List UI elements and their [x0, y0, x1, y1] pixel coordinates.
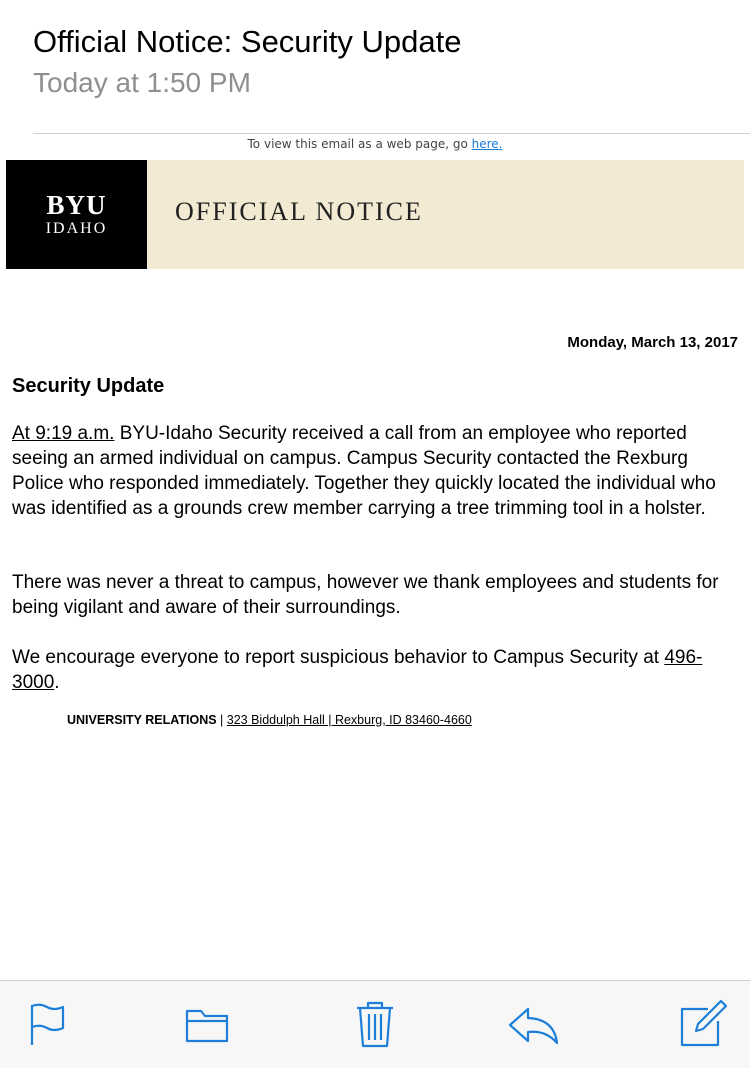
logo-byu-text: BYU	[46, 190, 107, 220]
trash-icon[interactable]	[348, 997, 402, 1051]
paragraph-3-end: .	[54, 672, 60, 693]
email-heading: Security Update	[12, 375, 165, 397]
body-paragraph-2: There was never a threat to campus, however we thank employees and students for being vigilant and aware of their surroundings.	[12, 572, 719, 618]
flag-icon[interactable]	[20, 997, 74, 1051]
footer-separator: |	[216, 713, 227, 727]
email-subject: Official Notice: Security Update	[33, 24, 462, 59]
footer-org: UNIVERSITY RELATIONS	[67, 713, 217, 727]
mail-toolbar	[0, 980, 750, 1068]
email-received-time: Today at 1:50 PM	[33, 67, 251, 98]
webview-prefix: To view this email as a web page, go	[247, 137, 472, 151]
compose-icon[interactable]	[676, 997, 730, 1051]
header-divider	[33, 133, 750, 134]
byu-idaho-logo	[6, 160, 147, 269]
phone-link[interactable]: 496-3000	[12, 647, 703, 693]
body-paragraph-1	[12, 421, 740, 521]
webview-notice	[0, 137, 750, 151]
time-link[interactable]: At 9:19 a.m.	[12, 423, 115, 444]
webview-link[interactable]: here.	[471, 137, 503, 151]
logo-idaho-text: IDAHO	[45, 220, 108, 237]
footer-address-link[interactable]: 323 Biddulph Hall | Rexburg, ID 83460-4660	[226, 713, 472, 727]
folder-icon[interactable]	[180, 997, 234, 1051]
reply-icon[interactable]	[506, 997, 560, 1051]
body-paragraph-3	[12, 645, 740, 695]
banner-title: OFFICIAL NOTICE	[175, 197, 423, 226]
official-notice-banner	[6, 160, 744, 269]
email-date: Monday, March 13, 2017	[567, 334, 738, 351]
email-footer	[67, 713, 472, 727]
paragraph-3-text: We encourage everyone to report suspicious behavior to Campus Security at	[12, 647, 665, 668]
paragraph-1-text: BYU-Idaho Security received a call from an employee who reported seeing an armed individual on campus. Campus Security contacted the Rexburg Police who responded immediately. Together they quickly located the individual who was identified as a grounds crew member carrying a tree trimming tool in a holster.	[12, 423, 716, 519]
